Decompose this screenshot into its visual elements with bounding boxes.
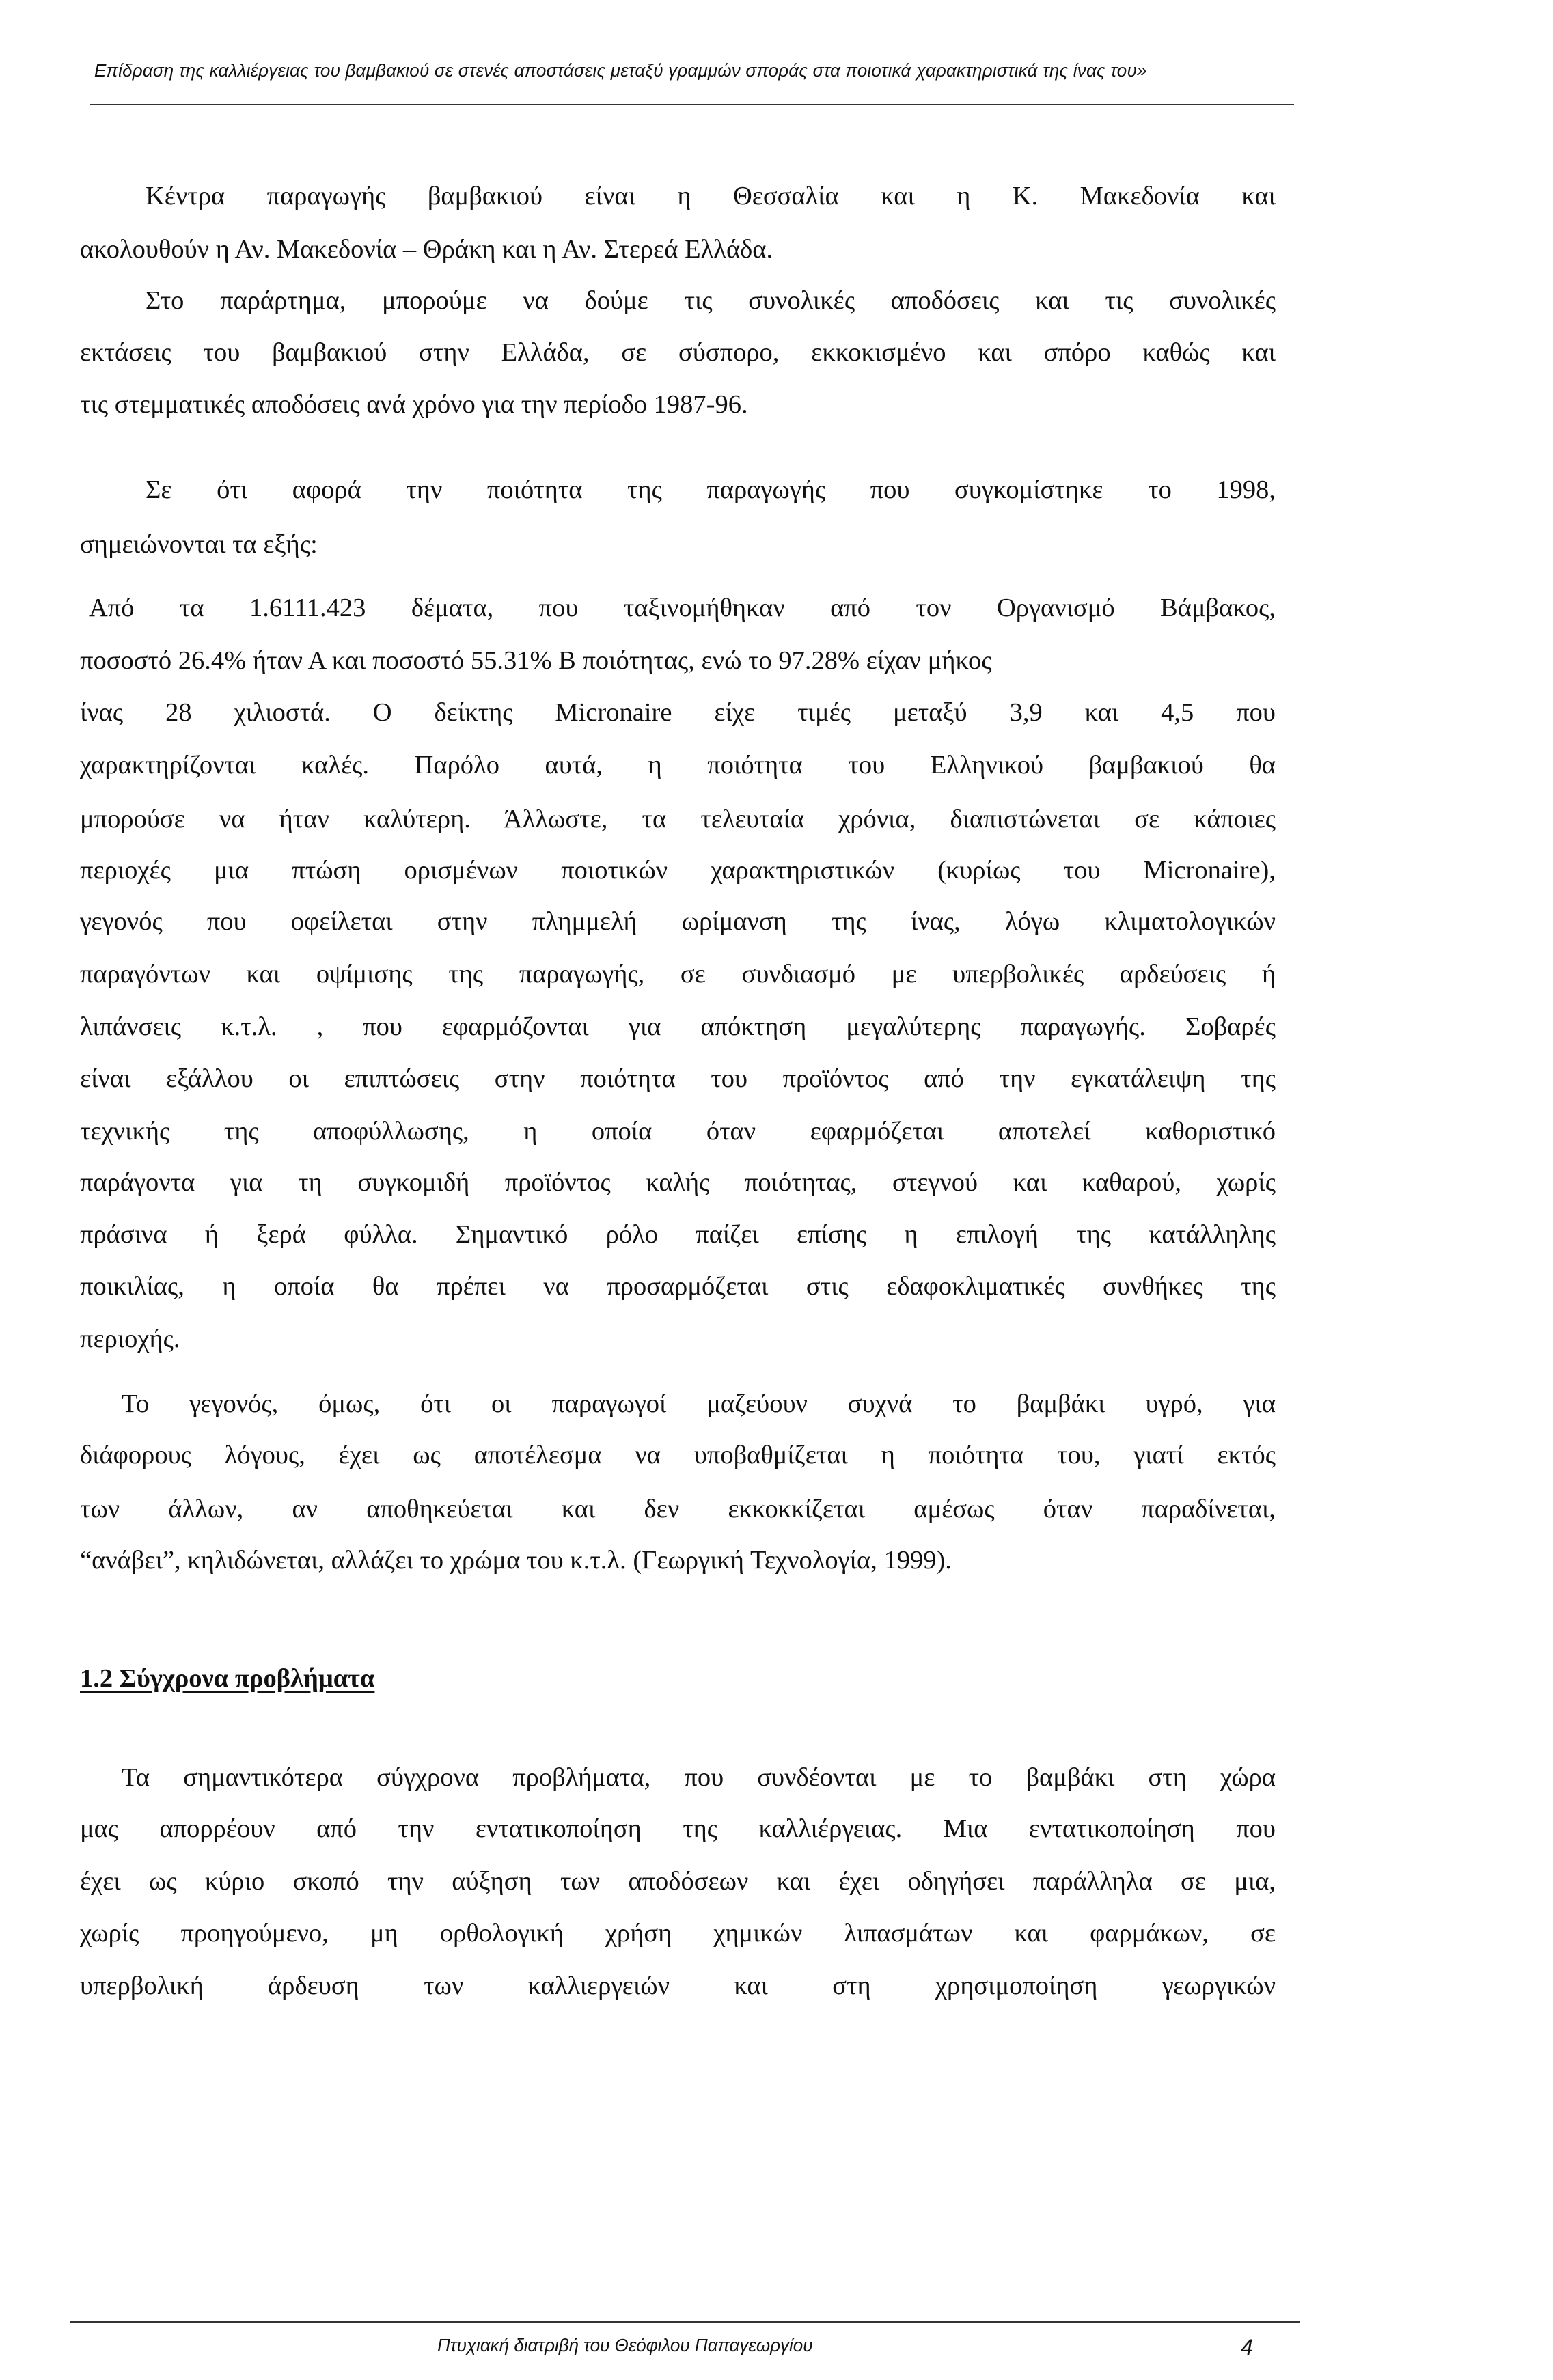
section-line: έχει ως κύριο σκοπό την αύξηση των αποδόσεων και έχει οδηγήσει παράλληλα σε μια,: [80, 1867, 1276, 1896]
body-line: περιοχές μια πτώση ορισμένων ποιοτικών χαρακτηριστικών (κυρίως του Micronaire),: [80, 856, 1276, 885]
body-line: πράσινα ή ξερά φύλλα. Σημαντικό ρόλο παίζει επίσης η επιλογή της κατάλληλης: [80, 1220, 1276, 1249]
running-header: Επίδραση της καλλιέργειας του βαμβακιού σε στενές αποστάσεις μεταξύ γραμμών σποράς στα ποιοτικά χαρακτηριστικά της ίνας του»: [94, 60, 1147, 81]
section-line: χωρίς προηγούμενο, μη ορθολογική χρήση χημικών λιπασμάτων και φαρμάκων, σε: [80, 1919, 1276, 1948]
body-line: Το γεγονός, όμως, ότι οι παραγωγοί μαζεύουν συχνά το βαμβάκι υγρό, για: [122, 1389, 1276, 1418]
body-line: Κέντρα παραγωγής βαμβακιού είναι η Θεσσαλία και η Κ. Μακεδονία και: [146, 182, 1276, 210]
body-line: εκτάσεις του βαμβακιού στην Ελλάδα, σε σύσπορο, εκκοκισμένο και σπόρο καθώς και: [80, 338, 1276, 367]
footer-divider: [70, 2321, 1300, 2323]
body-line: “ανάβει”, κηλιδώνεται, αλλάζει το χρώμα του κ.τ.λ. (Γεωργική Τεχνολογία, 1999).: [80, 1546, 952, 1575]
body-line: Από τα 1.6111.423 δέματα, που ταξινομήθηκαν από τον Οργανισμό Βάμβακος,: [89, 594, 1276, 622]
section-line: Τα σημαντικότερα σύγχρονα προβλήματα, που συνδέονται με το βαμβάκι στη χώρα: [122, 1763, 1276, 1792]
body-line: τις στεμματικές αποδόσεις ανά χρόνο για την περίοδο 1987-96.: [80, 390, 748, 419]
body-line: ίνας 28 χιλιοστά. Ο δείκτης Micronaire είχε τιμές μεταξύ 3,9 και 4,5 που: [80, 698, 1276, 727]
body-line: τεχνικής της αποφύλλωσης, η οποία όταν εφαρμόζεται αποτελεί καθοριστικό: [80, 1117, 1276, 1146]
body-line: παράγοντα για τη συγκομιδή προϊόντος καλής ποιότητας, στεγνού και καθαρού, χωρίς: [80, 1168, 1276, 1197]
header-divider: [90, 104, 1294, 105]
body-line: παραγόντων και οψίμισης της παραγωγής, σε συνδιασμό με υπερβολικές αρδεύσεις ή: [80, 960, 1276, 988]
body-line: ποσοστό 26.4% ήταν Α και ποσοστό 55.31% Β ποιότητας, ενώ το 97.28% είχαν μήκος: [80, 646, 992, 675]
body-line: διάφορους λόγους, έχει ως αποτέλεσμα να υποβαθμίζεται η ποιότητα του, γιατί εκτός: [80, 1441, 1276, 1469]
body-line: των άλλων, αν αποθηκεύεται και δεν εκκοκκίζεται αμέσως όταν παραδίνεται,: [80, 1495, 1276, 1523]
section-line: υπερβολική άρδευση των καλλιεργειών και στη χρησιμοποίηση γεωργικών: [80, 1971, 1276, 2000]
body-line: Σε ότι αφορά την ποιότητα της παραγωγής που συγκομίστηκε το 1998,: [146, 475, 1276, 504]
body-line: γεγονός που οφείλεται στην πλημμελή ωρίμανση της ίνας, λόγω κλιματολογικών: [80, 907, 1276, 936]
body-line: Στο παράρτημα, μπορούμε να δούμε τις συνολικές αποδόσεις και τις συνολικές: [146, 286, 1276, 315]
page-number: 4: [1241, 2335, 1253, 2360]
body-line: χαρακτηρίζονται καλές. Παρόλο αυτά, η ποιότητα του Ελληνικού βαμβακιού θα: [80, 751, 1276, 779]
body-line: ποικιλίας, η οποία θα πρέπει να προσαρμόζεται στις εδαφοκλιματικές συνθήκες της: [80, 1272, 1276, 1301]
body-line: σημειώνονται τα εξής:: [80, 530, 318, 559]
section-line: μας απορρέουν από την εντατικοποίηση της καλλιέργειας. Μια εντατικοποίηση που: [80, 1814, 1276, 1843]
footer-author: Πτυχιακή διατριβή του Θεόφιλου Παπαγεωργίου: [437, 2335, 813, 2355]
section-heading: 1.2 Σύγχρονα προβλήματα: [80, 1664, 375, 1693]
body-line: λιπάνσεις κ.τ.λ. , που εφαρμόζονται για απόκτηση μεγαλύτερης παραγωγής. Σοβαρές: [80, 1012, 1276, 1041]
body-line: ακολουθούν η Αν. Μακεδονία – Θράκη και η Αν. Στερεά Ελλάδα.: [80, 235, 773, 264]
body-line: μπορούσε να ήταν καλύτερη. Άλλωστε, τα τελευταία χρόνια, διαπιστώνεται σε κάποιες: [80, 805, 1276, 833]
body-line: είναι εξάλλου οι επιπτώσεις στην ποιότητα του προϊόντος από την εγκατάλειψη της: [80, 1064, 1276, 1093]
body-line: περιοχής.: [80, 1325, 180, 1353]
